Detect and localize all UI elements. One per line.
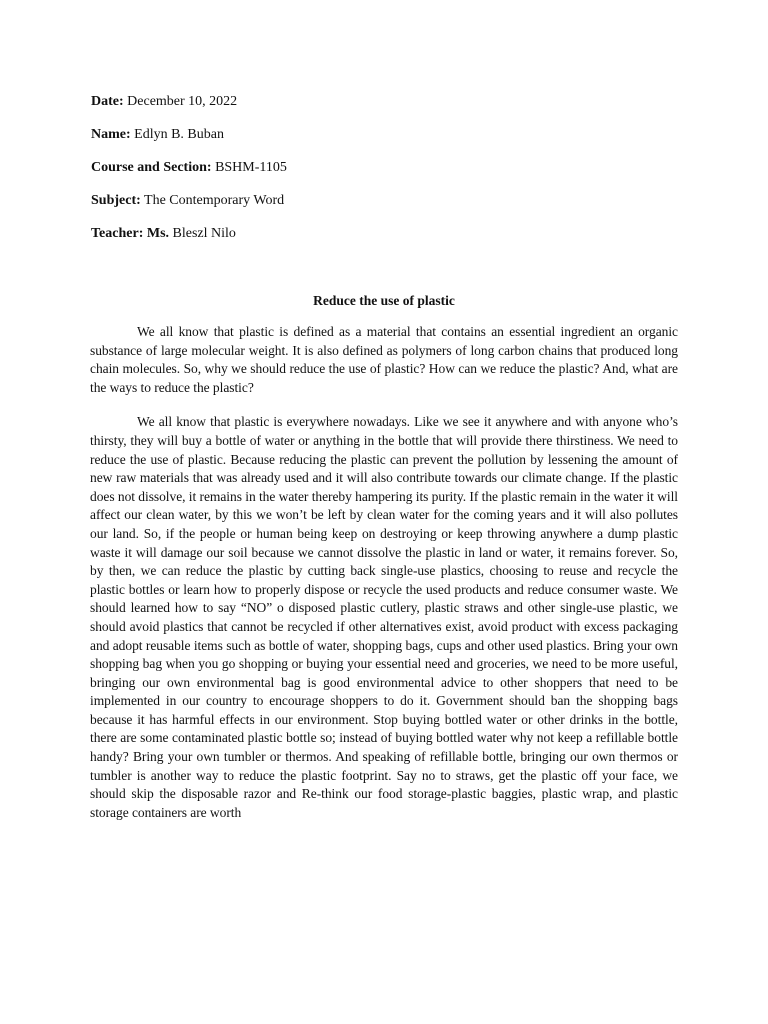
course-label: Course and Section: <box>91 160 212 175</box>
document-header <box>91 94 691 259</box>
teacher-value: Bleszl Nilo <box>169 226 236 241</box>
subject-value: The Contemporary Word <box>140 193 285 208</box>
paragraph-intro: We all know that plastic is defined as a material that contains an essential ingredient an organic substance of large molecular weight. It is also defined as polymers of long carbon chains that produced long chain molecules. So, why we should reduce the use of plastic? How can we reduce the plastic? And, what are the ways to reduce the plastic? <box>90 324 678 395</box>
subject-label: Subject: <box>91 193 141 208</box>
name-label: Name: <box>91 127 131 142</box>
date-line <box>91 94 691 110</box>
date-label: Date: <box>91 94 124 109</box>
essay-title: Reduce the use of plastic <box>313 293 455 308</box>
date-value: December 10, 2022 <box>123 94 238 109</box>
subject-line <box>91 193 691 209</box>
essay-body <box>90 323 678 838</box>
name-value: Edlyn B. Buban <box>130 127 224 142</box>
name-line <box>91 127 691 143</box>
paragraph-main: We all know that plastic is everywhere nowadays. Like we see it anywhere and with anyone who’s thirsty, they will buy a bottle of water or anything in the bottle that will provide there thirstiness. We need to reduce the use of plastic. Because reducing the plastic can prevent the pollution by lessening the amount of new raw materials that was already used and it will also contribute towards our climate change. If the plastic does not dissolve, it remains in the water thereby hampering its purity. If the plastic remain in the water it will affect our clean water, by this we won’t be left by clean water for the coming years and it will also pollutes our land. So, if the people or human being keep on destroying or keep throwing anywhere a dump plastic waste it will damage our soil because we cannot dissolve the plastic in land or water, it remains forever. So, by then, we can reduce the plastic by cutting back single-use plastics, choosing to reuse and recycle the plastic bottles or learn how to properly dispose or recycle the used products and reduce consumer waste. We should learned how to say “NO” o disposed plastic cutlery, plastic straws and other single-use plastic, we should avoid plastics that cannot be recycled if other alternatives exist, avoid product with excess packaging and adopt reusable items such as bottle of water, shopping bags, cups and other used plastics. Bring your own shopping bag when you go shopping or buying your essential need and groceries, we need to be more useful, bringing our own environmental bag is good environmental advice to other shoppers that need to be implemented in our country to encourage shoppers to do it. Government should ban the shopping bags because it has harmful effects in our environment. Stop buying bottled water or other drinks in the bottle, there are some contaminated plastic bottle so; instead of buying bottled water why not keep a refillable bottle handy? Bring your own tumbler or thermos. And speaking of refillable bottle, bringing our own thermos or tumbler is another way to reduce the plastic footprint. Say no to straws, get the plastic off your face, we should skip the disposable razor and Re-think our food storage-plastic baggies, plastic wrap, and plastic storage containers are worth <box>90 414 678 820</box>
teacher-label: Teacher: Ms. <box>91 226 170 241</box>
teacher-line <box>91 226 691 242</box>
course-value: BSHM-1105 <box>211 160 287 175</box>
course-line <box>91 160 691 176</box>
